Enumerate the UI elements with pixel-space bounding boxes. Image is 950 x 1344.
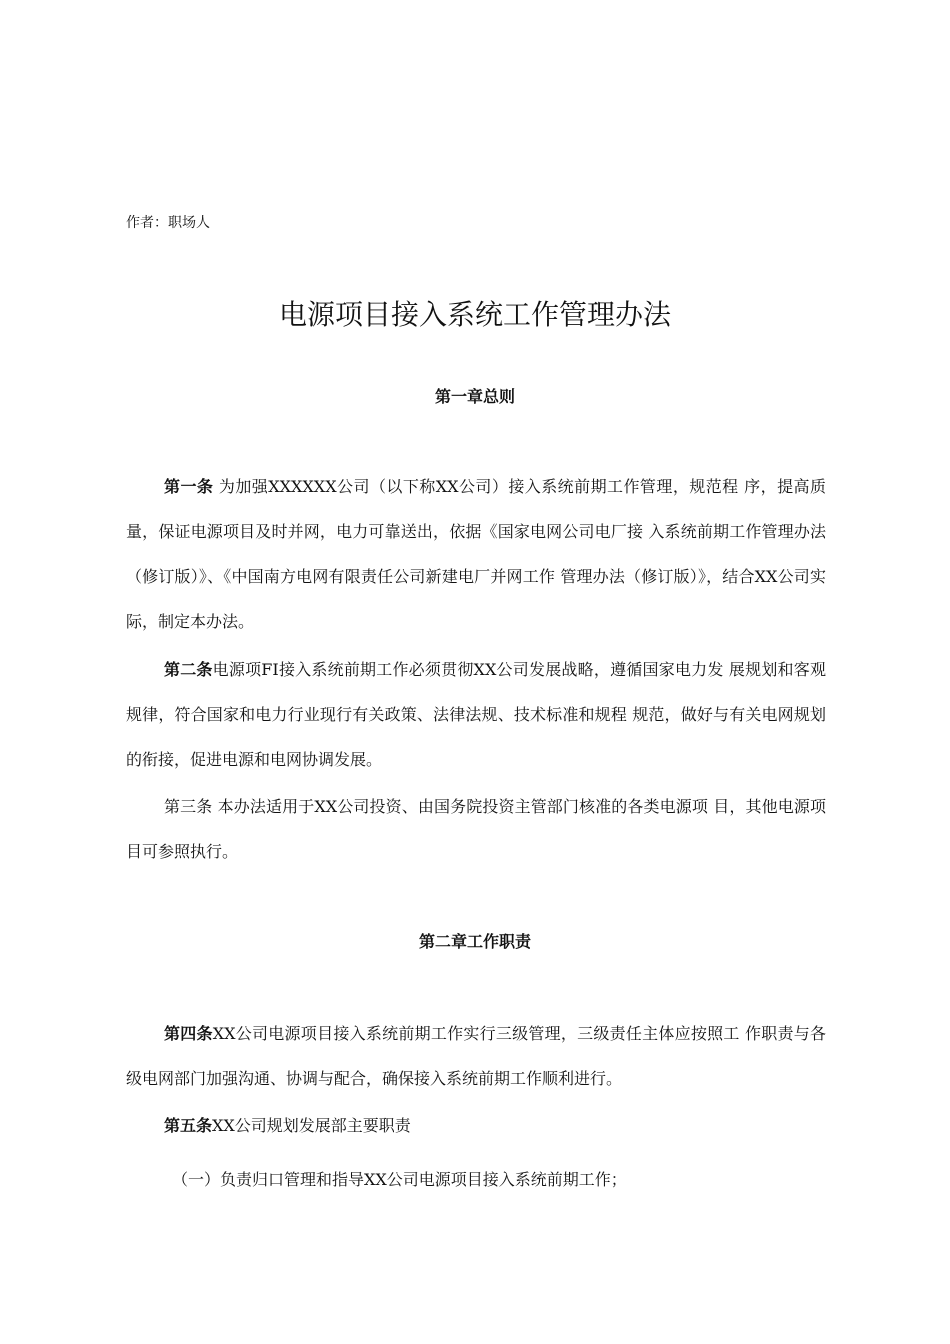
list-item: （一）负责归口管理和指导XX公司电源项目接入系统前期工作； <box>172 1170 627 1189</box>
article-3-lead: 第三条 <box>164 797 213 816</box>
chapter-heading-1: 第一章总则 <box>434 387 515 406</box>
article-1-lead: 第一条 <box>164 477 214 496</box>
article-5-text: XX公司规划发展部主要职责 <box>212 1116 411 1135</box>
article-2-text: 电源项FI接入系统前期工作必须贯彻XX公司发展战略，遵循国家电力发 展规划和客观规律，符合国家和电力行业现行有关政策、法律法规、技术标准和规程 规范，做好与有关电网规划的衔接，促进电源和电网协调发展。 <box>126 660 826 769</box>
article-3-text: 本办法适用于XX公司投资、由国务院投资主管部门核准的各类电源项 目，其他电源项目可参照执行。 <box>126 797 826 861</box>
document-title: 电源项目接入系统工作管理办法 <box>278 298 671 331</box>
article-2 <box>126 647 826 782</box>
article-4 <box>126 1011 826 1101</box>
article-4-text: XX公司电源项目接入系统前期工作实行三级管理，三级责任主体应按照工 作职责与各级电网部门加强沟通、协调与配合，确保接入系统前期工作顺利进行。 <box>126 1024 826 1088</box>
article-5-lead: 第五条 <box>164 1116 213 1135</box>
article-5 <box>126 1103 826 1148</box>
author-line: 作者：职场人 <box>126 215 210 231</box>
article-4-lead: 第四条 <box>164 1024 213 1043</box>
article-1 <box>126 464 826 644</box>
article-3 <box>126 784 826 874</box>
article-2-lead: 第二条 <box>164 660 213 679</box>
chapter-heading-2: 第二章工作职责 <box>418 932 531 951</box>
article-1-text: 为加强XXXXXX公司（以下称XX公司）接入系统前期工作管理，规范程 序，提高质量，保证电源项目及时并网，电力可靠送出，依据《国家电网公司电厂接 入系统前期工作管理办法（修订版）》、《中国南方电网有限责任公司新建电厂并网工作 管理办法（修订版）》，结合XX公司实际，制定本办法。 <box>126 477 826 631</box>
